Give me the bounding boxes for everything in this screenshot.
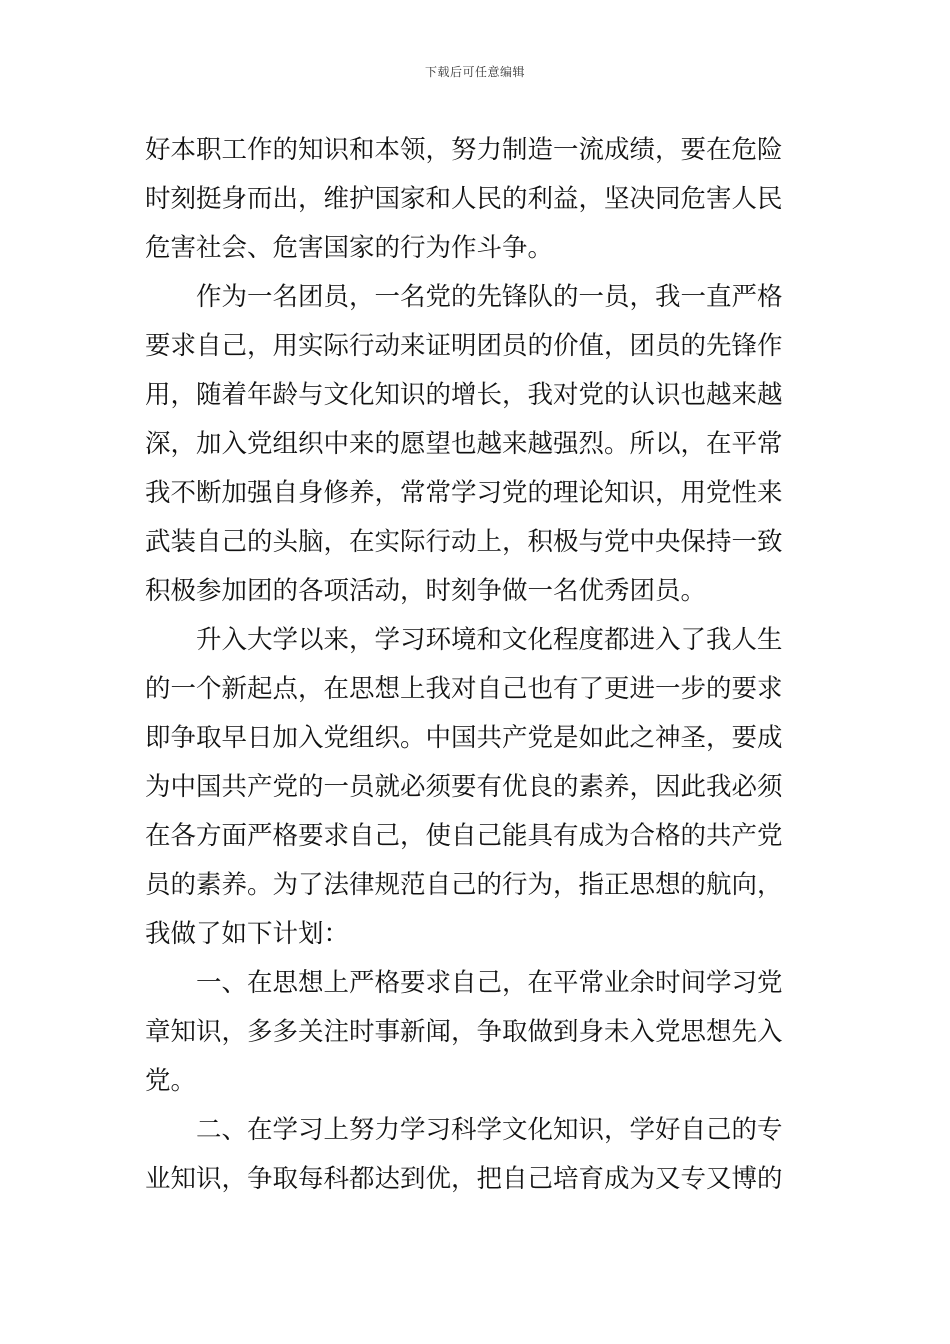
text-line: 深，加入党组织中来的愿望也越来越强烈。所以，在平常 xyxy=(145,429,783,459)
text-line: 二、在学习上努力学习科学文化知识，学好自己的专 xyxy=(196,1115,783,1145)
page-header: 下载后可任意编辑 xyxy=(424,65,525,79)
text-line: 即争取早日加入党组织。中国共产党是如此之神圣，要成 xyxy=(145,723,783,753)
text-line: 我做了如下计划： xyxy=(145,919,350,949)
text-line: 为中国共产党的一员就必须要有优良的素养，因此我必须 xyxy=(145,772,783,802)
text-line: 要求自己，用实际行动来证明团员的价值，团员的先锋作 xyxy=(145,331,783,361)
text-line: 好本职工作的知识和本领，努力制造一流成绩，要在危险 xyxy=(145,135,783,165)
text-line: 一、在思想上严格要求自己，在平常业余时间学习党 xyxy=(196,968,783,998)
text-line: 的一个新起点，在思想上我对自己也有了更进一步的要求 xyxy=(145,674,783,704)
text-line: 员的素养。为了法律规范自己的行为，指正思想的航向， xyxy=(145,870,783,900)
text-line: 升入大学以来，学习环境和文化程度都进入了我人生 xyxy=(196,625,783,655)
text-line: 作为一名团员，一名党的先锋队的一员，我一直严格 xyxy=(196,282,783,312)
text-line: 积极参加团的各项活动，时刻争做一名优秀团员。 xyxy=(145,576,707,606)
text-line: 时刻挺身而出，维护国家和人民的利益，坚决同危害人民 xyxy=(145,184,783,214)
text-line: 在各方面严格要求自己，使自己能具有成为合格的共产党 xyxy=(145,821,783,851)
text-line: 我不断加强自身修养，常常学习党的理论知识，用党性来 xyxy=(145,478,783,508)
text-line: 用，随着年龄与文化知识的增长，我对党的认识也越来越 xyxy=(145,380,783,410)
text-line: 业知识，争取每科都达到优，把自己培育成为又专又博的 xyxy=(145,1164,783,1194)
text-line: 党。 xyxy=(145,1066,197,1096)
text-line: 危害社会、危害国家的行为作斗争。 xyxy=(145,233,554,263)
text-line: 武装自己的头脑，在实际行动上，积极与党中央保持一致 xyxy=(145,527,783,557)
text-line: 章知识，多多关注时事新闻，争取做到身未入党思想先入 xyxy=(145,1017,783,1047)
document-body xyxy=(145,126,807,1204)
